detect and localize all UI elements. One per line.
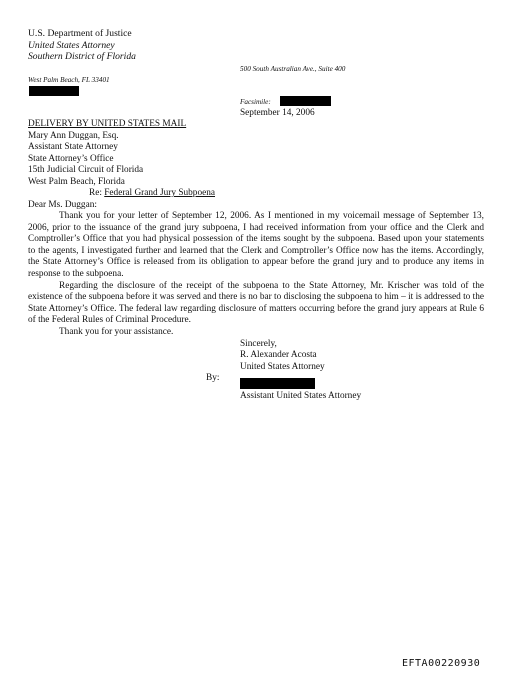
document-id: EFTA00220930 <box>402 658 481 669</box>
district-name: Southern District of Florida <box>28 51 136 62</box>
department-name: U.S. Department of Justice <box>28 28 132 39</box>
salutation: Dear Ms. Duggan: <box>28 199 97 210</box>
recipient-line: 15th Judicial Circuit of Florida <box>28 165 144 175</box>
recipient-line: West Palm Beach, Florida <box>28 176 125 187</box>
body-paragraph: Thank you for your letter of September 12, 2006. As I mentioned in my voicemail message of September 13, 2006, prior to the issuance of the grand jury subpoena, I had received information from your office and the Clerk and Comptroller’s Office that you had physical possession of the items sought by the subpoena. Based upon your statements to the agents, I investigated further and learned that the Clerk and Comptroller’s Office now has the items. Accordingly, the State Attorney’s Office is released from its obligation to appear before the grand jury and to produce any items in response to the subpoena. <box>28 211 484 279</box>
by-label: By: <box>206 373 220 383</box>
signature-redaction <box>240 378 315 389</box>
recipient-line: Assistant State Attorney <box>28 142 118 152</box>
closing-sincerely: Sincerely, <box>240 338 277 349</box>
delivery-method: DELIVERY BY UNITED STATES MAIL <box>28 119 187 129</box>
re-subject: Federal Grand Jury Subpoena <box>104 188 216 198</box>
recipient-line: Mary Ann Duggan, Esq. <box>28 130 119 141</box>
facsimile-label: Facsimile: <box>240 98 271 106</box>
recipient-line: State Attorney’s Office <box>28 153 114 164</box>
street-address: 500 South Australian Ave., Suite 400 <box>240 65 346 73</box>
signatory-name: R. Alexander Acosta <box>240 350 317 360</box>
letter-date: September 14, 2006 <box>240 108 315 118</box>
body-paragraph: Regarding the disclosure of the receipt of the subpoena to the State Attorney, Mr. Krischer was told of the existence of the subpoena before it was served and there is no bar to disclosing the subpoena to him – it is addressed to the State Attorney’s Office. The federal law regarding disclosure of matters occurring before the grand jury appears at Rule 6 of the Federal Rules of Criminal Procedure. <box>28 280 484 326</box>
office-name: United States Attorney <box>28 39 115 51</box>
signatory-title: United States Attorney <box>240 361 325 372</box>
body-paragraph: Thank you for your assistance. <box>59 326 174 337</box>
signer-title: Assistant United States Attorney <box>240 391 362 401</box>
redaction-block <box>280 96 331 106</box>
re-line <box>89 188 215 200</box>
re-label: Re: <box>89 188 102 198</box>
city-address: West Palm Beach, FL 33401 <box>28 76 110 84</box>
redaction-block <box>29 86 79 96</box>
